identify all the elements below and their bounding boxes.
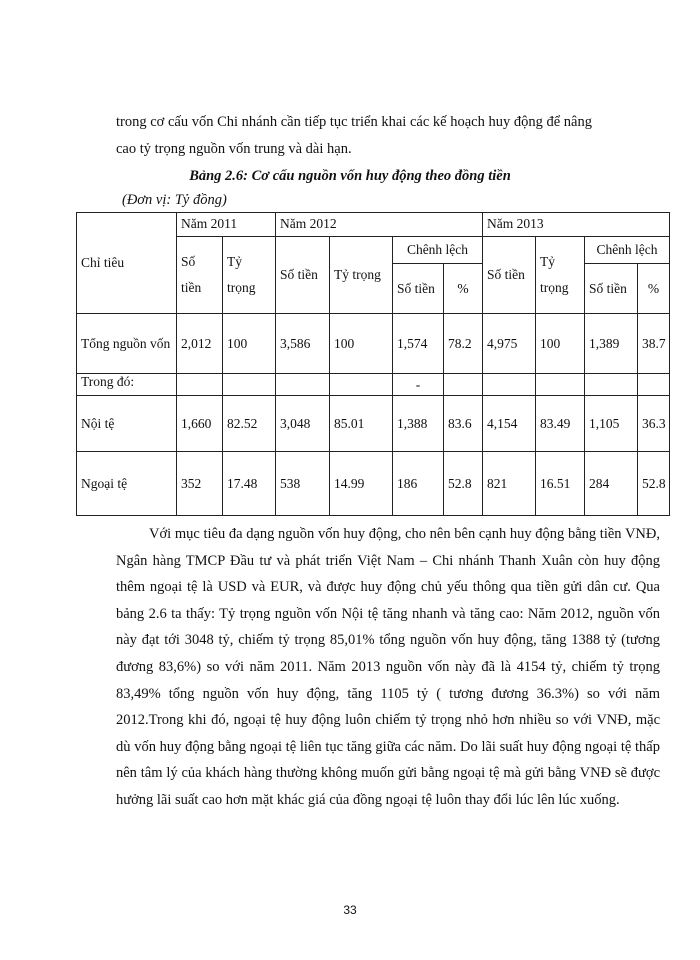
cell-diff12-amount: 1,574: [393, 314, 444, 374]
table-row-noi-te: [77, 396, 670, 452]
analysis-paragraph: [116, 521, 660, 814]
row-label: Trong đó:: [77, 374, 177, 396]
cell-diff13-pct: 52.8: [638, 452, 670, 516]
cell-diff12-pct: 78.2: [444, 314, 483, 374]
cell-2012-amount: 538: [276, 452, 330, 516]
cell-2012-amount: 3,586: [276, 314, 330, 374]
cell-diff12-amount: -: [393, 374, 444, 396]
cell-2011-amount: 352: [177, 452, 223, 516]
header-2013-chenh-lech: Chênh lệch: [585, 237, 670, 264]
table-row-tong-nguon-von: [77, 314, 670, 374]
header-2013-so-tien: Số tiền: [483, 237, 536, 314]
header-2011-ty-trong: Tỷ trọng: [223, 237, 276, 314]
cell-2013-share: 83.49: [536, 396, 585, 452]
row-label: Tổng nguồn vốn: [77, 314, 177, 374]
intro-line-2: cao tỷ trọng nguồn vốn trung và dài hạn.: [116, 141, 352, 157]
table-unit: (Đơn vị: Tỷ đồng): [122, 192, 227, 208]
header-year-2012: Năm 2012: [276, 213, 483, 237]
header-diff12-so-tien: Số tiền: [393, 264, 444, 314]
cell-2013-share: 100: [536, 314, 585, 374]
table-row-trong-do: [77, 374, 670, 396]
header-diff12-pct: %: [444, 264, 483, 314]
cell-diff13-pct: 38.7: [638, 314, 670, 374]
header-2013-ty-trong: Tỷ trọng: [536, 237, 585, 314]
cell-2011-amount: 1,660: [177, 396, 223, 452]
header-row-years: [77, 213, 670, 237]
cell-2011-amount: 2,012: [177, 314, 223, 374]
cell-diff12-pct: 83.6: [444, 396, 483, 452]
cell-diff12-pct: 52.8: [444, 452, 483, 516]
header-2012-ty-trong: Tỷ trọng: [330, 237, 393, 314]
cell-2013-amount: 4,975: [483, 314, 536, 374]
cell-diff13-pct: 36.3: [638, 396, 670, 452]
header-year-2013: Năm 2013: [483, 213, 670, 237]
cell-2012-share: 14.99: [330, 452, 393, 516]
cell-diff13-amount: 1,105: [585, 396, 638, 452]
cell-diff13-amount: 284: [585, 452, 638, 516]
cell-2012-share: 100: [330, 314, 393, 374]
header-2012-chenh-lech: Chênh lệch: [393, 237, 483, 264]
cell-2011-share: 82.52: [223, 396, 276, 452]
funding-structure-table: [76, 212, 670, 516]
table-caption: Bảng 2.6: Cơ cấu nguồn vốn huy động theo đồng tiền: [189, 168, 511, 184]
cell-diff13-amount: 1,389: [585, 314, 638, 374]
cell-2012-share: 85.01: [330, 396, 393, 452]
table-row-ngoai-te: [77, 452, 670, 516]
row-label: Ngoại tệ: [77, 452, 177, 516]
intro-line-1: trong cơ cấu vốn Chi nhánh cần tiếp tục triển khai các kế hoạch huy động để nâng: [116, 114, 592, 130]
page-number: 33: [343, 903, 357, 917]
analysis-paragraph-text: Với mục tiêu đa dạng nguồn vốn huy động, cho nên bên cạnh huy động bằng tiền VNĐ, Ngân hàng TMCP Đầu tư và phát triển Việt Nam – Chi nhánh Thanh Xuân còn huy động thêm ngoại tệ là USD và EUR, và được huy động chủ yếu thông qua tiền gửi dân cư. Qua bảng 2.6 ta thấy: Tỷ trọng nguồn vốn Nội tệ tăng nhanh và tăng cao: Năm 2012, nguồn vốn này đạt tới 3048 tỷ, chiếm tỷ trọng 85,01% tổng nguồn vốn huy động, tăng 1388 tỷ (tương đương 83,6%) so với năm 2011. Năm 2013 nguồn vốn này đã là 4154 tỷ, chiếm tỷ trọng 83,49% tổng nguồn vốn huy động, tăng 1105 tỷ ( tương đương 36.3%) so với năm 2012.Trong khi đó, ngoại tệ huy động luôn chiếm tỷ trọng nhỏ hơn nhiều so với VNĐ, mặc dù vốn huy động bằng ngoại tệ liên tục tăng giữa các năm. Do lãi suất huy động ngoại tệ thấp nên tâm lý của khách hàng thường không muốn gửi bằng ngoại tệ mà gửi bằng VNĐ sẽ được hưởng lãi suất cao hơn mặt khác giá của đồng ngoại tệ luôn thay đổi lúc lên lúc xuống.: [116, 526, 660, 808]
header-diff13-so-tien: Số tiền: [585, 264, 638, 314]
header-chi-tieu: Chỉ tiêu: [77, 213, 177, 314]
cell-2012-amount: 3,048: [276, 396, 330, 452]
cell-2013-amount: 4,154: [483, 396, 536, 452]
cell-2013-share: 16.51: [536, 452, 585, 516]
cell-diff12-amount: 186: [393, 452, 444, 516]
cell-diff12-amount: 1,388: [393, 396, 444, 452]
cell-2011-share: 100: [223, 314, 276, 374]
cell-2013-amount: 821: [483, 452, 536, 516]
header-year-2011: Năm 2011: [177, 213, 276, 237]
header-2012-so-tien: Số tiền: [276, 237, 330, 314]
cell-2011-share: 17.48: [223, 452, 276, 516]
header-diff13-pct: %: [638, 264, 670, 314]
header-2011-so-tien: Số tiền: [177, 237, 223, 314]
row-label: Nội tệ: [77, 396, 177, 452]
